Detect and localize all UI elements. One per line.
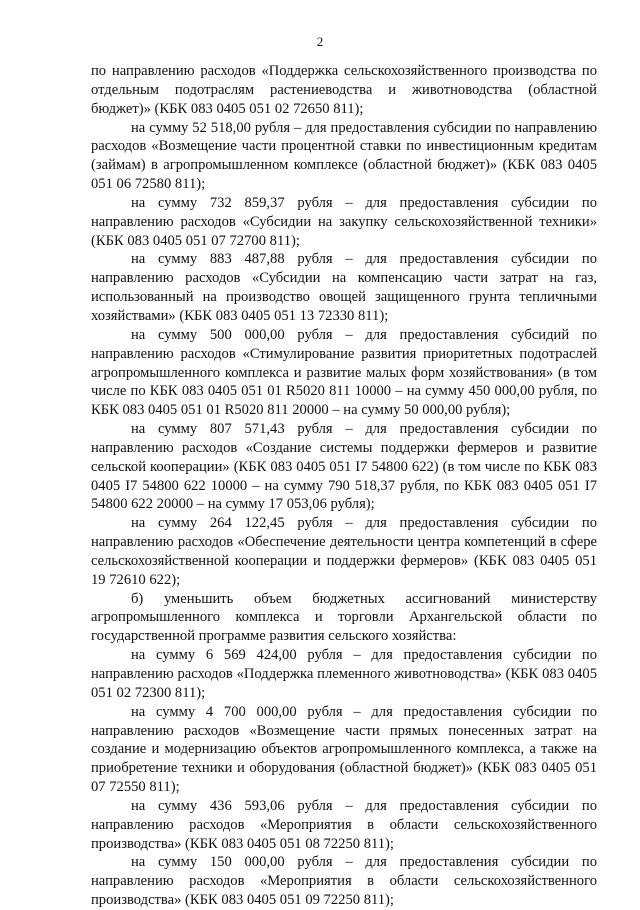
document-body [91, 62, 597, 910]
paragraph: на сумму 150 000,00 рубля – для предоставления субсидии по направлению расходов «Мероприятия в области сельскохозяйственного производства» (КБК 083 0405 051 09 72250 811); [91, 854, 597, 909]
paragraph: на сумму 264 122,45 рубля – для предоставления субсидии по направлению расходов «Обеспечение деятельности центра компетенций в сфере сельскохозяйственной кооперации и поддержки фермеров» (КБК 083 0405 051 19 72610 622); [91, 515, 597, 588]
paragraph: на сумму 6 569 424,00 рубля – для предоставления субсидии по направлению расходов «Поддержка племенного животноводства» (КБК 083 0405 051 02 72300 811); [91, 647, 597, 701]
paragraph: на сумму 436 593,06 рубля – для предоставления субсидии по направлению расходов «Мероприятия в области сельскохозяйственного производства» (КБК 083 0405 051 08 72250 811); [91, 797, 597, 852]
paragraph: на сумму 500 000,00 рубля – для предоставления субсидий по направлению расходов «Стимулирование развития приоритетных подотраслей агропромышленного комплекса и развитие малых форм хозяйствования» (в том числе по КБК 083 0405 051 01 R5020 811 10000 – на сумму 450 000,00 рубля, по КБК 083 0405 051 01 R5020 811 20000 – на сумму 50 000,00 рубля); [91, 326, 597, 419]
paragraph: по направлению расходов «Поддержка сельскохозяйственного производства по отдельным подотраслям растениеводства и животноводства (областной бюджет)» (КБК 083 0405 051 02 72650 811); [91, 63, 597, 117]
paragraph: на сумму 807 571,43 рубля – для предоставления субсидии по направлению расходов «Создание системы поддержки фермеров и развитие сельской кооперации» (КБК 083 0405 051 I7 54800 622) (в том числе по КБК 083 0405 I7 54800 622 10000 – на сумму 790 518,37 рубля, по КБК 083 0405 051 I7 54800 622 20000 – на сумму 17 053,06 рубля); [91, 421, 597, 513]
paragraph: на сумму 883 487,88 рубля – для предоставления субсидии по направлению расходов «Субсидии на компенсацию части затрат на газ, использованный на производство овощей защищенного грунта тепличными хозяйствами» (КБК 083 0405 051 13 72330 811); [91, 251, 597, 324]
paragraph: на сумму 732 859,37 рубля – для предоставления субсидии по направлению расходов «Субсидии на закупку сельскохозяйственной техники» (КБК 083 0405 051 07 72700 811); [91, 194, 597, 249]
paragraph: б) уменьшить объем бюджетных ассигнований министерству агропромышленного комплекса и торговли Архангельской области по государственной программе развития сельского хозяйства: [91, 590, 597, 645]
paragraph: на сумму 4 700 000,00 рубля – для предоставления субсидии по направлению расходов «Возмещение части прямых понесенных затрат на создание и модернизацию объектов агропромышленного комплекса, а также на приобретение техники и оборудования (областной бюджет)» (КБК 083 0405 051 07 72550 811); [91, 703, 597, 796]
page-number: 2 [316, 34, 324, 49]
paragraph: на сумму 52 518,00 рубля – для предоставления субсидии по направлению расходов «Возмещение части процентной ставки по инвестиционным кредитам (займам) в агропромышленном комплексе (областной бюджет)» (КБК 083 0405 051 06 72580 811); [91, 119, 597, 193]
